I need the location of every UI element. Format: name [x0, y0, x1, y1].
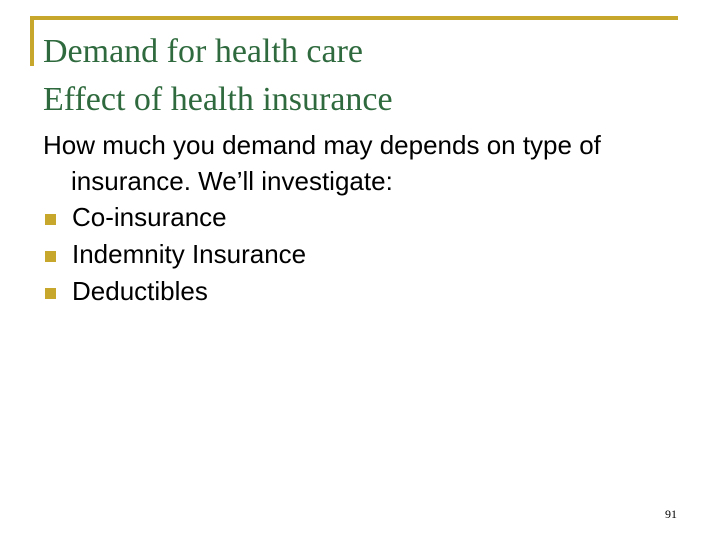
- bullet-list: [43, 199, 683, 310]
- slide-body: [43, 127, 683, 310]
- square-bullet-icon: [45, 288, 56, 299]
- bullet-item-co-insurance: [43, 199, 683, 236]
- slide-title-line-1: Demand for health care: [43, 33, 363, 70]
- intro-text: How much you demand may depends on type of insurance. We’ll investigate:: [43, 130, 601, 196]
- bullet-label: Co-insurance: [72, 202, 227, 232]
- square-bullet-icon: [45, 214, 56, 225]
- bullet-item-indemnity-insurance: [43, 236, 683, 273]
- slide-title-line-2: Effect of health insurance: [43, 81, 393, 118]
- square-bullet-icon: [45, 251, 56, 262]
- slide-title: [43, 28, 393, 124]
- bullet-label: Indemnity Insurance: [72, 239, 307, 269]
- bullet-label: Deductibles: [72, 276, 208, 306]
- page-number: 91: [665, 507, 677, 521]
- accent-bar-left: [30, 16, 34, 66]
- accent-bar-top: [30, 16, 678, 20]
- bullet-item-deductibles: [43, 273, 683, 310]
